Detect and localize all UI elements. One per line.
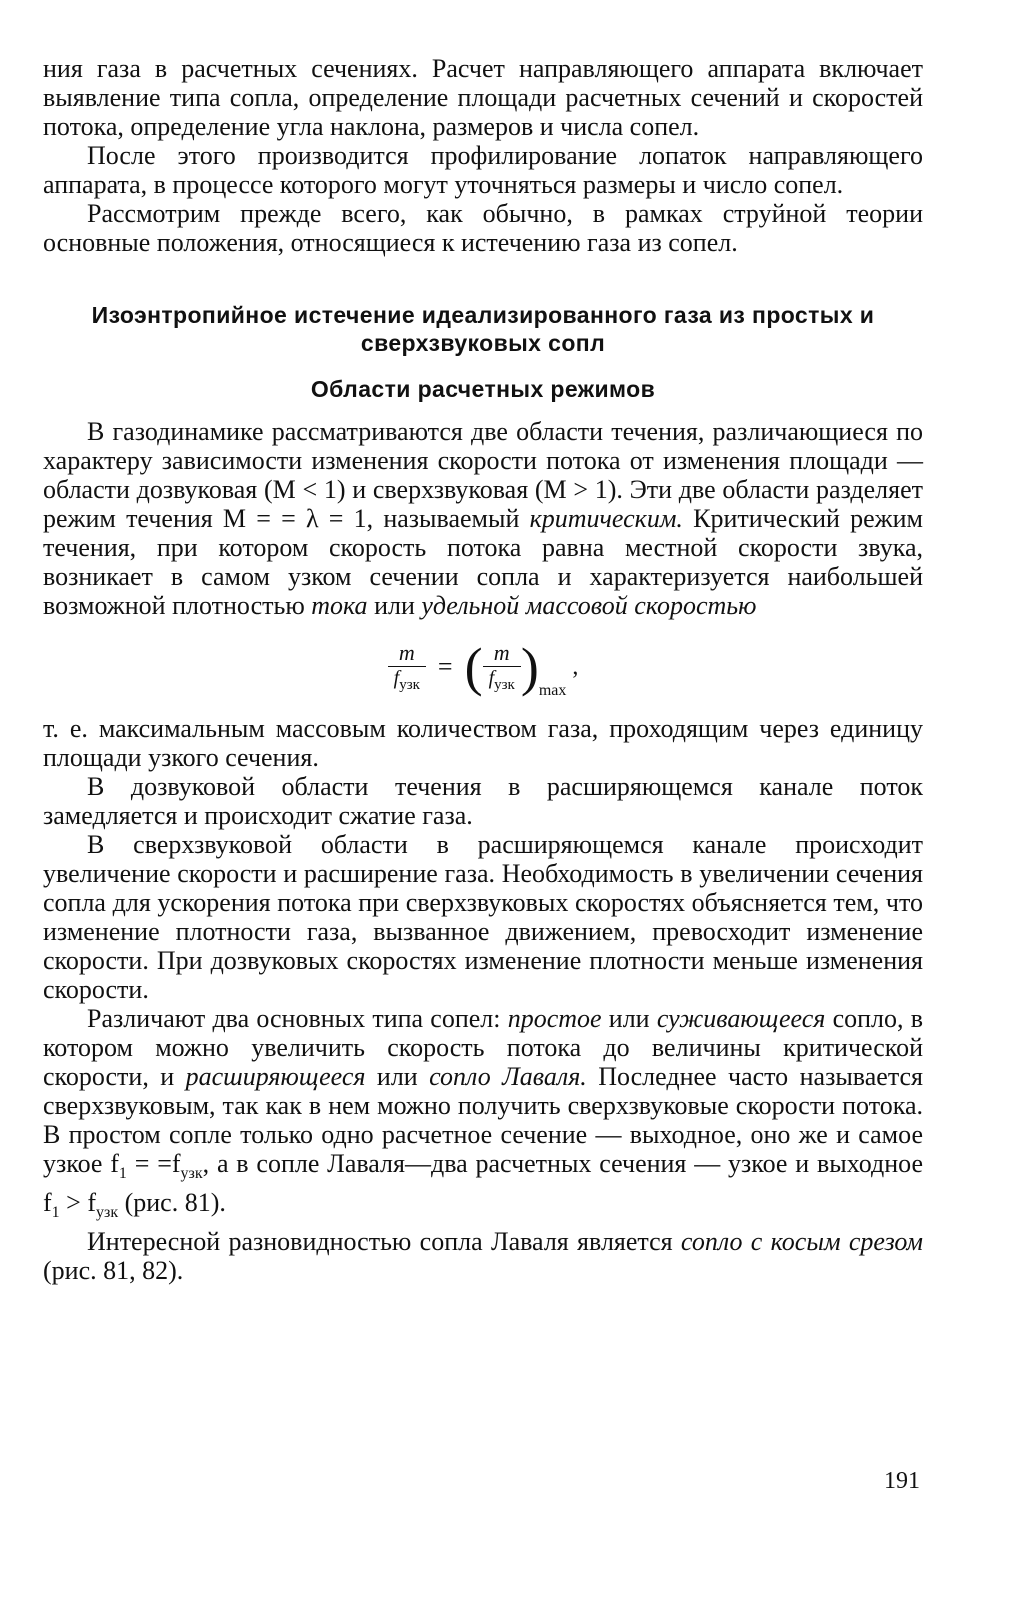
- paragraph-9: Интересной разновидностью сопла Лаваля является сопло с косым срезом (рис. 81, 82).: [43, 1227, 923, 1286]
- formula-mass-flux: $\frac{m}{f_{узк}}$ = ( $\frac{m}{f_{узк}}$ ) max ,: [43, 620, 923, 714]
- paragraph-2: После этого производится профилирование лопаток направляющего аппарата, в процессе которого могут уточняться размеры и число сопел.: [43, 141, 923, 199]
- paragraph-4: В газодинамике рассматриваются две области течения, различающиеся по характеру зависимости изменения скорости потока от изменения площади — области дозвуковая (M < 1) и сверхзвуковая (M > 1). Эти две области разделяет режим течения M = = λ = 1, называемый критическим. Критический режим течения, при котором скорость потока равна местной скорости звука, возникает в самом узком сечении сопла и характеризуется наибольшей возможной плотностью тока или удельной массовой скоростью: [43, 417, 923, 620]
- max-subscript: max: [538, 682, 567, 699]
- fraction-left: $\frac{m}{f_{узк}}$: [388, 640, 426, 695]
- page-body: [43, 54, 923, 1285]
- page-number: 191: [884, 1468, 920, 1494]
- section-heading: Изоэнтропийное истечение идеализированного газа из простых и сверхзвуковых сопл: [91, 302, 875, 356]
- subsection-heading: Области расчетных режимов: [310, 376, 656, 402]
- paragraph-8: Различают два основных типа сопел: простое или суживающееся сопло, в котором можно увеличить скорость потока до величины критической скорости, и расширяющееся или сопло Лаваля. Последнее часто называется сверхзвуковым, так как в нем можно получить сверхзвуковые скорости потока. В простом сопле только одно расчетное сечение — выходное, оно же и самое узкое $f_1 = =f_{узк}$, а в сопле Лаваля—два расчетных сечения — узкое и выходное $f_1 > f_{узк}$ (рис. 81).: [43, 1004, 924, 1222]
- paragraph-1: ния газа в расчетных сечениях. Расчет направляющего аппарата включает выявление типа сопла, определение площади расчетных сечений и скоростей потока, определение угла наклона, размеров и числа сопел.: [43, 54, 923, 141]
- paragraph-6: В дозвуковой области течения в расширяющемся канале поток замедляется и происходит сжатие газа.: [43, 772, 923, 830]
- paragraph-7: В сверхзвуковой области в расширяющемся канале происходит увеличение скорости и расширение газа. Необходимость в увеличении сечения сопла для ускорения потока при сверхзвуковых скоростях объясняется тем, что изменение плотности газа, вызванное движением, превосходит изменение скорости. При дозвуковых скоростях изменение плотности меньше изменения скорости.: [43, 830, 923, 1004]
- fraction-right: $\frac{m}{f_{узк}}$: [483, 640, 521, 695]
- paragraph-3: Рассмотрим прежде всего, как обычно, в рамках струйной теории основные положения, относящиеся к истечению газа из сопел.: [43, 199, 923, 257]
- paragraph-5: т. е. максимальным массовым количеством газа, проходящим через единицу площади узкого сечения.: [43, 714, 923, 772]
